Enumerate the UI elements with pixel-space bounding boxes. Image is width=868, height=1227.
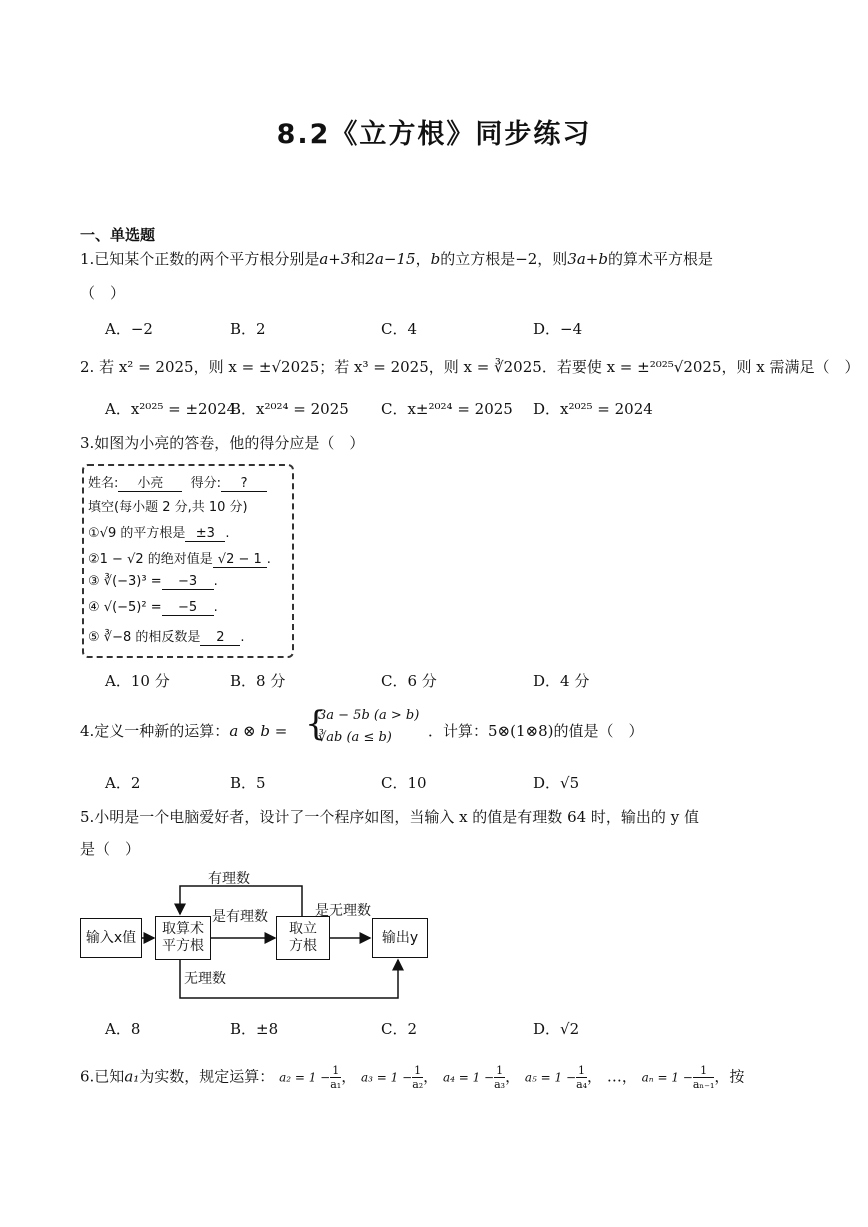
- question-6: 6.已知a₁为实数，规定运算： a₂ = 1 − $\frac{1}{\text{a₁}}$ ， a₃ = 1 − $\frac{1}{\text{a₂}}$ ， a₄ = 1 − $\frac{1}{\text{a₃}}$ ， a₅ = 1 − $\frac{1}{\text{a₄}}$ ， …， aₙ = 1 − $\frac{1}{\text{aₙ₋₁}}$ ，按: [80, 1064, 745, 1091]
- frac-num: 1: [578, 1064, 586, 1077]
- q4-expr: a ⊗ b =: [229, 722, 288, 740]
- q3-option-c[interactable]: C．6 分: [381, 672, 437, 690]
- card-instructions: 填空(每小题 2 分,共 10 分): [88, 500, 248, 515]
- q3-option-d[interactable]: D．4 分: [533, 672, 590, 690]
- question-2: 2. 若 x² = 2025，则 x = ±√2025；若 x³ = 2025，则 x = ∛2025．若要使 x = ±²⁰²⁵√2025，则 x 需满足（ ）: [80, 358, 860, 376]
- flow-cbrt-box: 取立 方根: [276, 916, 330, 960]
- q6-fraction: [330, 1064, 341, 1091]
- q2-option-b[interactable]: B．x²⁰²⁴ = 2025: [230, 400, 349, 418]
- frac-num: 1: [414, 1064, 422, 1077]
- score-value: ?: [221, 476, 267, 492]
- q1-paren: （ ）: [80, 284, 126, 302]
- flow-output-box: 输出y: [372, 918, 428, 958]
- q1-text: 的算术平方根是: [607, 250, 713, 268]
- q1-expr: b: [430, 250, 441, 268]
- q4-brace-icon: {: [305, 704, 327, 744]
- flow-label-rational: 有理数: [208, 871, 250, 887]
- q4-option-a[interactable]: A．2: [105, 774, 141, 792]
- q3-option-a[interactable]: A．10 分: [105, 672, 170, 690]
- question-4: [80, 720, 287, 742]
- question-3: 3.如图为小亮的答卷，他的得分应是（ ）: [80, 434, 365, 452]
- card-item-1: ①√9 的平方根是 ±3 .: [88, 526, 230, 541]
- q6-expr: aₙ = 1 −: [641, 1070, 693, 1085]
- flow-label-is-rational: 是有理数: [212, 909, 268, 925]
- q6-text: 为实数，规定运算：: [139, 1067, 275, 1086]
- q6-text: ，按: [714, 1067, 745, 1086]
- q5-option-d[interactable]: D．√2: [533, 1020, 580, 1038]
- q4-text: 4.定义一种新的运算：: [80, 722, 230, 740]
- q1-expr: 3a+b: [567, 250, 608, 268]
- item-answer: ±3: [185, 526, 225, 542]
- q2-option-d[interactable]: D．x²⁰²⁵ = 2024: [533, 400, 653, 418]
- card-item-2: ②1 − √2 的绝对值是 √2 − 1 .: [88, 552, 271, 567]
- item-text: ②1 − √2 的绝对值是: [88, 552, 213, 567]
- question-1: [80, 248, 713, 270]
- q1-text: 和: [350, 250, 366, 268]
- q4-case-1: 3a − 5b (a > b): [318, 708, 420, 723]
- item-text: ①√9 的平方根是: [88, 526, 186, 541]
- frac-den: aₙ₋₁: [692, 1078, 715, 1091]
- answer-sheet-figure: [82, 464, 294, 658]
- q5-option-b[interactable]: B．±8: [230, 1020, 279, 1038]
- item-text: ④ √(−5)² =: [88, 600, 162, 615]
- item-answer: 2: [200, 630, 240, 646]
- flow-label-irrational: 无理数: [184, 971, 226, 987]
- frac-num: 1: [332, 1064, 340, 1077]
- q6-fraction: [494, 1064, 505, 1091]
- q6-expr: a₅ = 1 −: [524, 1070, 577, 1085]
- q6-text: …，: [606, 1067, 637, 1086]
- q1-text: 1.已知某个正数的两个平方根分别是: [80, 250, 320, 268]
- q1-option-c[interactable]: C．4: [381, 320, 418, 338]
- question-5: 5.小明是一个电脑爱好者，设计了一个程序如图，当输入 x 的值是有理数 64 时，输出的 y 值: [80, 808, 699, 826]
- q1-expr: 2a−15: [365, 250, 416, 268]
- section-heading: 一、单选题: [80, 226, 156, 244]
- q6-text: 6.已知: [80, 1067, 125, 1086]
- q1-option-b[interactable]: B．2: [230, 320, 266, 338]
- q1-option-d[interactable]: D．−4: [533, 320, 583, 338]
- q6-expr: a₁: [124, 1067, 140, 1086]
- card-item-3: ③ ∛(−3)³ = −3 .: [88, 574, 218, 589]
- q1-expr: a+3: [319, 250, 351, 268]
- q5-option-a[interactable]: A．8: [105, 1020, 141, 1038]
- frac-num: 1: [693, 1064, 715, 1078]
- frac-den: a₂: [412, 1078, 424, 1091]
- flow-sqrt-box: 取算术 平方根: [155, 916, 211, 960]
- q5-option-c[interactable]: C．2: [381, 1020, 418, 1038]
- q4-option-c[interactable]: C．10: [381, 774, 427, 792]
- q6-expr: a₃ = 1 −: [361, 1070, 413, 1085]
- item-answer: −5: [162, 600, 214, 616]
- card-name-row: [88, 472, 267, 492]
- q6-fraction: [576, 1064, 587, 1091]
- item-text: ③ ∛(−3)³ =: [88, 574, 162, 589]
- question-5-cont: 是（ ）: [80, 840, 141, 858]
- q6-expr: a₂ = 1 −: [279, 1070, 331, 1085]
- q6-fraction: [412, 1064, 423, 1091]
- q1-text: 的立方根是−2，则: [440, 250, 568, 268]
- q2-option-c[interactable]: C．x±²⁰²⁴ = 2025: [381, 400, 513, 418]
- card-item-4: ④ √(−5)² = −5 .: [88, 600, 218, 615]
- item-text: ⑤ ∛−8 的相反数是: [88, 630, 201, 645]
- flow-input-box: 输入x值: [80, 918, 142, 958]
- q2-option-a[interactable]: A．x²⁰²⁵ = ±2024: [105, 400, 237, 418]
- name-label: 姓名:: [88, 476, 119, 491]
- page-title: 8.2《立方根》同步练习: [276, 119, 592, 150]
- frac-num: 1: [496, 1064, 504, 1077]
- q1-text: ，: [415, 250, 431, 268]
- frac-den: a₁: [330, 1078, 342, 1091]
- q3-option-b[interactable]: B．8 分: [230, 672, 286, 690]
- q4-option-d[interactable]: D．√5: [533, 774, 580, 792]
- item-answer: √2 − 1: [213, 552, 267, 568]
- card-item-5: ⑤ ∛−8 的相反数是 2 .: [88, 630, 245, 645]
- frac-den: a₃: [494, 1078, 506, 1091]
- q6-fraction: [693, 1064, 715, 1091]
- q4-option-b[interactable]: B．5: [230, 774, 266, 792]
- q4-tail: ．计算：5⊗(1⊗8)的值是（ ）: [428, 722, 644, 740]
- q6-expr: a₄ = 1 −: [442, 1070, 495, 1085]
- name-value: 小亮: [118, 472, 182, 492]
- frac-den: a₄: [576, 1078, 588, 1091]
- q1-option-a[interactable]: A．−2: [105, 320, 153, 338]
- q4-case-2: ∛ab (a ≤ b): [318, 730, 392, 745]
- flow-label-is-irrational: 是无理数: [315, 903, 371, 919]
- item-answer: −3: [162, 574, 214, 590]
- score-label: 得分:: [190, 476, 222, 491]
